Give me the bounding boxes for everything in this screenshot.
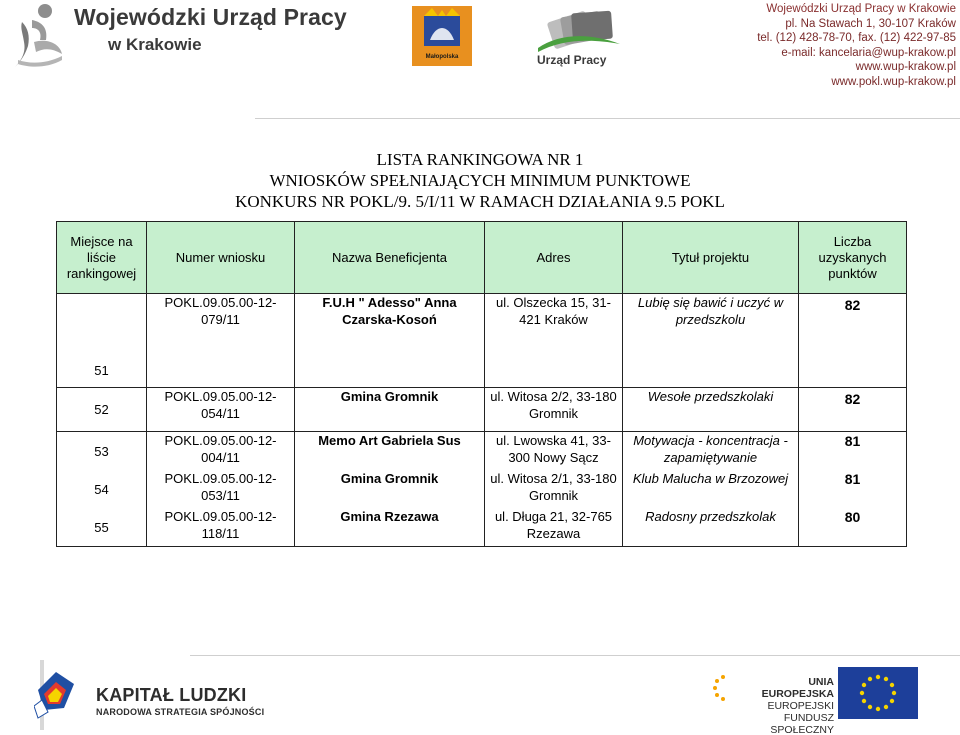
cell-project: Klub Malucha w Brzozowej [632, 471, 789, 486]
cell-beneficiary: Gmina Gromnik [340, 471, 439, 486]
cell-place: 51 [57, 294, 147, 388]
cell-address: ul. Witosa 2/2, 33-180 Gromnik [485, 388, 623, 432]
table-row [57, 294, 907, 388]
malopolska-crest-icon [412, 6, 472, 58]
cell-points: 81 [844, 433, 861, 449]
cell-points: 80 [844, 509, 861, 525]
kapital-ludzki-logo-icon [34, 660, 78, 730]
ranking-table [56, 221, 907, 547]
ue-star-ring-icon [712, 673, 734, 703]
table-header-row [57, 222, 907, 294]
cell-address: ul. Witosa 2/1, 33-180 Gromnik [490, 471, 617, 503]
eu-union-label: UNIA EUROPEJSKA [761, 676, 834, 700]
title-line-2: WNIOSKÓW SPEŁNIAJĄCYCH MINIMUM PUNKTOWE [269, 171, 691, 190]
document-title [0, 149, 960, 212]
cell-number: POKL.09.05.00-12-118/11 [164, 509, 277, 541]
cell-place: 54 [94, 481, 109, 497]
contact-website-pokl[interactable]: www.pokl.wup-krakow.pl [831, 75, 956, 88]
header-beneficiary: Nazwa Beneficjenta [295, 222, 485, 294]
cell-number: POKL.09.05.00-12-054/11 [147, 388, 295, 432]
cell-number: POKL.09.05.00-12-079/11 [147, 294, 295, 388]
eu-flag [838, 667, 918, 719]
table-row [57, 388, 907, 432]
cell-project: Lubię się bawić i uczyć w przedszkolu [623, 294, 799, 388]
cell-points: 82 [799, 388, 907, 432]
contact-email[interactable]: e-mail: kancelaria@wup-krakow.pl [781, 46, 956, 59]
org-title: Wojewódzki Urząd Pracy [74, 4, 347, 30]
wup-logo-icon [12, 2, 66, 74]
kapital-ludzki-subtitle: NARODOWA STRATEGIA SPÓJNOŚCI [96, 707, 265, 717]
contact-org: Wojewódzki Urząd Pracy w Krakowie [766, 3, 956, 15]
eu-fund-label-1: EUROPEJSKI [767, 700, 834, 712]
cell-beneficiary: Memo Art Gabriela Sus [318, 433, 461, 448]
kapital-ludzki-title: KAPITAŁ LUDZKI [96, 685, 247, 705]
title-line-1: LISTA RANKINGOWA NR 1 [376, 150, 584, 169]
cell-beneficiary: Gmina Gromnik [295, 388, 485, 432]
contact-block [757, 2, 956, 89]
cell-address-group [485, 432, 623, 547]
header-place: Miejsce na liście rankingowej [57, 222, 147, 294]
cell-beneficiary-group [295, 432, 485, 547]
footer-divider [190, 655, 960, 656]
cell-address: ul. Lwowska 41, 33-300 Nowy Sącz [496, 433, 611, 465]
cell-number: POKL.09.05.00-12-004/11 [164, 433, 277, 465]
contact-phone: tel. (12) 428-78-70, fax. (12) 422-97-85 [757, 32, 956, 44]
cell-place: 53 [94, 443, 109, 459]
eu-stars-icon [838, 667, 918, 719]
header-points: Liczba uzyskanych punktów [799, 222, 907, 294]
malopolska-label: Małopolska [425, 54, 459, 60]
cell-number-group [147, 432, 295, 547]
cell-address: ul. Długa 21, 32-765 Rzezawa [494, 509, 613, 541]
cell-number: POKL.09.05.00-12-053/11 [164, 471, 277, 503]
cell-address: ul. Olszecka 15, 31-421 Kraków [485, 294, 623, 388]
cell-place-group [57, 432, 147, 547]
contact-website[interactable]: www.wup-krakow.pl [855, 61, 956, 73]
header-address: Adres [485, 222, 623, 294]
cell-project: Radosny przedszkolak [645, 509, 776, 524]
cell-points: 82 [799, 294, 907, 388]
cell-beneficiary: Gmina Rzezawa [340, 509, 439, 524]
header-project: Tytuł projektu [623, 222, 799, 294]
cell-points: 81 [844, 471, 861, 487]
cell-place: 52 [57, 388, 147, 432]
cell-place: 55 [94, 519, 109, 535]
page-header [0, 0, 960, 118]
cell-project: Motywacja - koncentracja - zapamiętywanie [633, 433, 788, 465]
eu-text-block [734, 676, 834, 735]
header-divider [255, 118, 960, 119]
table-row-group [57, 432, 907, 547]
cell-project: Wesołe przedszkolaki [623, 388, 799, 432]
cell-points-group [799, 432, 907, 547]
title-line-3: KONKURS NR POKL/9. 5/I/11 W RAMACH DZIAŁANIA 9.5 POKL [235, 192, 725, 211]
eu-fund-label-2: FUNDUSZ SPOŁECZNY [770, 712, 834, 735]
urzad-pracy-label: Urząd Pracy [537, 53, 607, 67]
contact-address: pl. Na Stawach 1, 30-107 Kraków [785, 17, 956, 30]
cell-beneficiary: F.U.H " Adesso" Anna Czarska-Kosoń [295, 294, 485, 388]
org-city: w Krakowie [108, 35, 202, 54]
header-number: Numer wniosku [147, 222, 295, 294]
cell-project-group [623, 432, 799, 547]
